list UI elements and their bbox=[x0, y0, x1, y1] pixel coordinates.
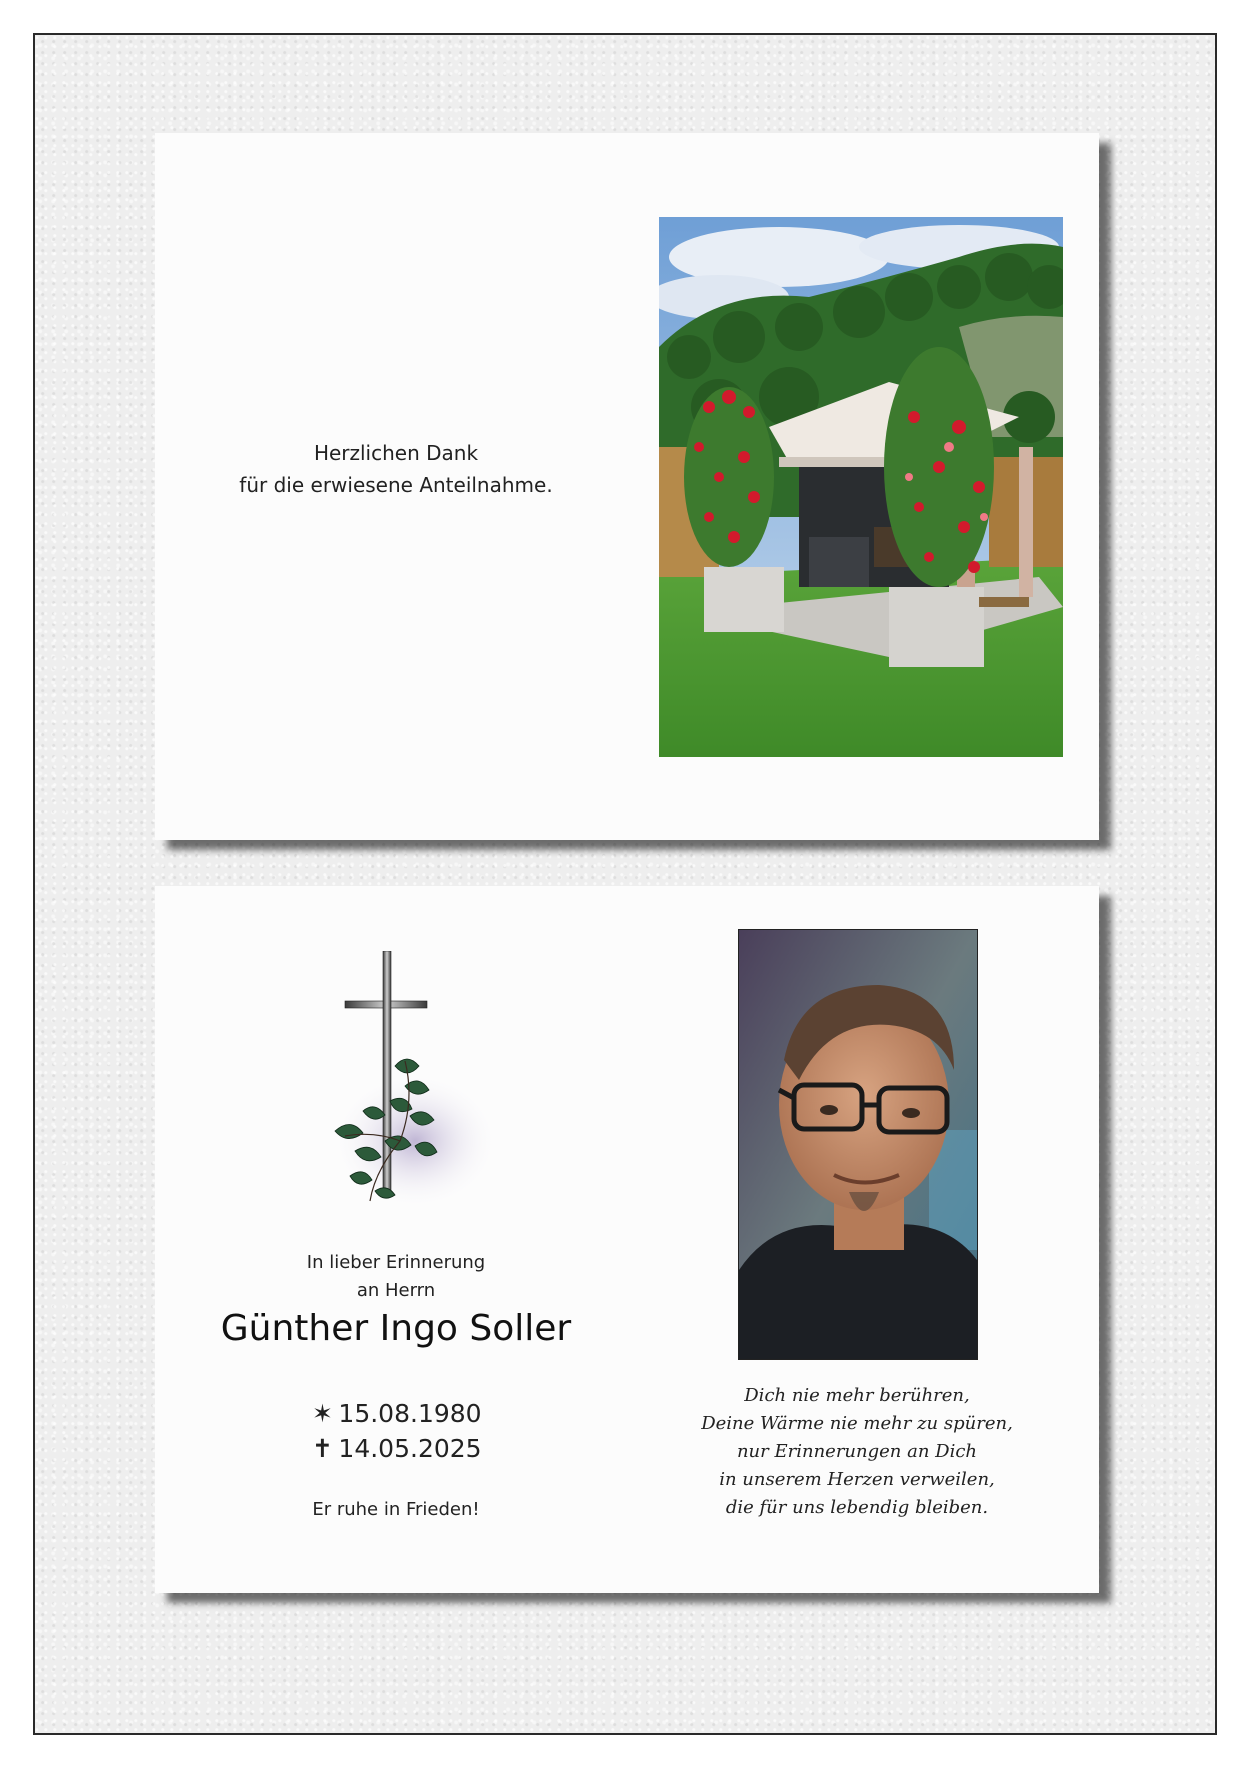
memory-line-1: In lieber Erinnerung bbox=[306, 1252, 486, 1273]
poem-line-3: nur Erinnerungen an Dich bbox=[736, 1441, 978, 1462]
portrait-photo bbox=[738, 929, 978, 1360]
thank-you-card bbox=[155, 133, 1099, 840]
memorial-poem bbox=[667, 1382, 1047, 1522]
thank-you-text bbox=[195, 437, 597, 501]
life-dates bbox=[195, 1396, 597, 1466]
poem-line-2: Deine Wärme nie mehr zu spüren, bbox=[701, 1413, 1013, 1434]
death-cross-icon: ✝ bbox=[311, 1434, 333, 1463]
birth-date: 15.08.1980 bbox=[338, 1399, 482, 1428]
birth-date-row bbox=[195, 1396, 597, 1431]
memorial-card bbox=[155, 886, 1099, 1593]
rest-in-peace: Er ruhe in Frieden! bbox=[312, 1499, 480, 1520]
thank-you-line-2: für die erwiesene Anteilnahme. bbox=[239, 473, 553, 497]
thank-you-line-1: Herzlichen Dank bbox=[313, 441, 479, 465]
cross-with-ivy-icon bbox=[315, 951, 495, 1231]
poem-line-5: die für uns lebendig bleiben. bbox=[725, 1497, 989, 1518]
deceased-name: Günther Ingo Soller bbox=[220, 1308, 572, 1349]
death-date: 14.05.2025 bbox=[338, 1434, 482, 1463]
garden-pavilion-photo bbox=[659, 217, 1063, 757]
poem-line-1: Dich nie mehr berühren, bbox=[744, 1385, 970, 1406]
death-date-row bbox=[195, 1431, 597, 1466]
memory-line-2: an Herrn bbox=[356, 1280, 436, 1301]
poem-line-4: in unserem Herzen verweilen, bbox=[719, 1469, 995, 1490]
memory-intro bbox=[195, 1249, 597, 1305]
birth-star-icon: ✶ bbox=[311, 1399, 333, 1428]
